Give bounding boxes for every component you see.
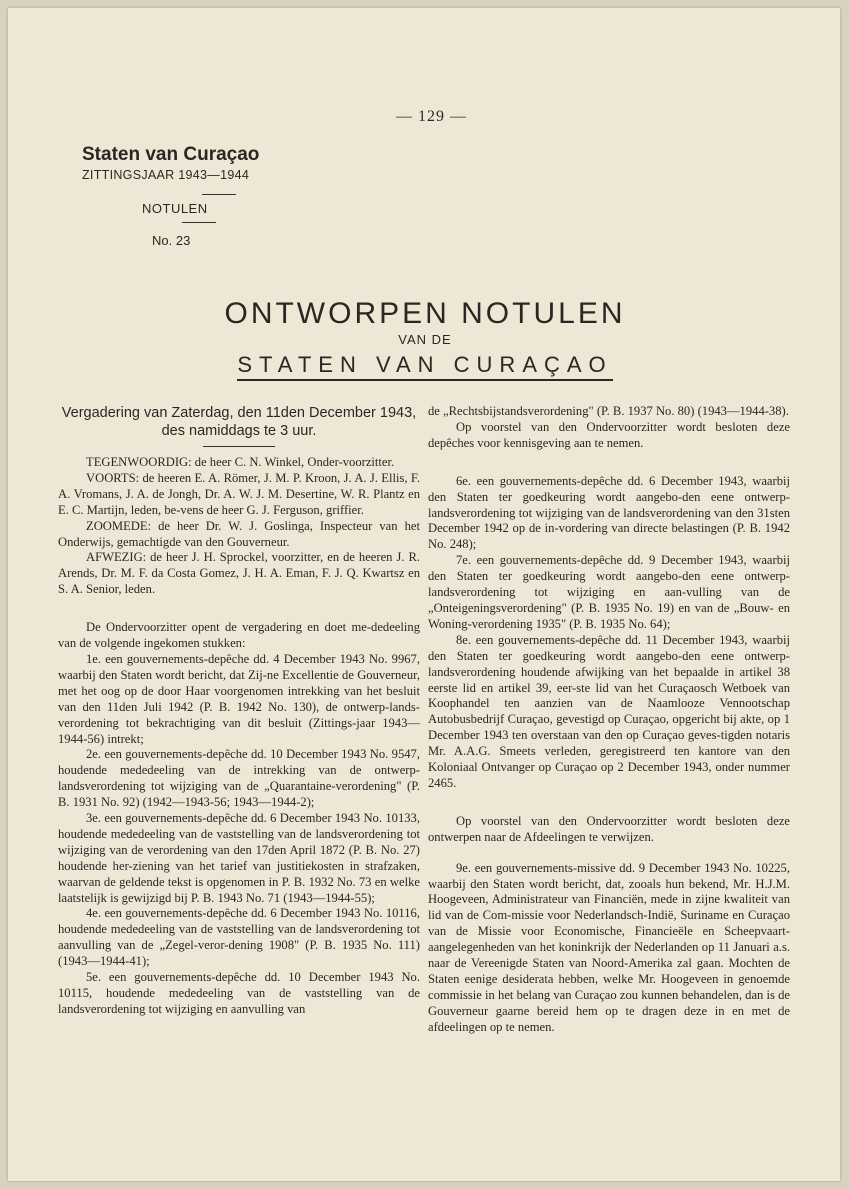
paragraph: AFWEZIG: de heer J. H. Sprockel, voorzitter, en de heeren J. R. Arends, Dr. M. F. da Costa Gomez, J. H. A. Eman, F. J. Q. Kwartsz en S. A. Senior, leden. — [58, 550, 420, 597]
title-body-text: STATEN VAN CURAÇAO — [237, 352, 612, 381]
meeting-heading: Vergadering van Zaterdag, den 11den December 1943, des namiddags te 3 uur. — [61, 405, 417, 439]
divider — [203, 446, 275, 447]
paragraph: 8e. een gouvernements-depêche dd. 11 December 1943, waarbij den Staten ter goedkeuring wordt aangebo-den eene ontwerp-landsverordening houdende afwijking van het bepaalde in artikel 38 eerste lid en artikel 39, eer-ste lid van het Curaçaosch Wetboek van Koophandel ten aanzien van de Naamlooze Vennootschap Autobusbedrijf Curaçao, gevestigd op Curaçao, opgericht bij akte, op 1 December 1943 ten overstaan van den op Curaçao geves-tigden notaris Mr. A.A.G. Smeets verleden, geregistreerd ten kantore van den Koloniaal Ontvanger op Curaçao op 2 December 1943, onder nummer 2465. — [428, 632, 790, 790]
paragraph: Op voorstel van den Ondervoorzitter wordt besloten deze depêches voor kennisgeving aan te nemen. — [428, 419, 790, 450]
paragraph: Op voorstel van den Ondervoorzitter wordt besloten deze ontwerpen naar de Afdeelingen te verwijzen. — [428, 813, 790, 844]
session-header — [82, 144, 259, 248]
main-title: ONTWORPEN NOTULEN — [224, 297, 626, 330]
page-number: — 129 — — [396, 108, 467, 125]
paragraph: 2e. een gouvernements-depêche dd. 10 December 1943 No. 9547, houdende mededeeling van de intrekking van de ontwerp-landsverordening tot wijziging van de „Quarantaine-verordening" (P. B. 1931 No. 92) (1942—1943-56; 1943—1944-2); — [58, 747, 420, 810]
paragraph: VOORTS: de heeren E. A. Römer, J. M. P. Kroon, J. A. J. Ellis, F. A. Vromans, J. A. de Jongh, Dr. A. W. J. M. Desertine, W. R. Plantz en E. C. Martijn, leden, be-vens de heer G. J. Ferguson, griffier. — [58, 470, 420, 517]
title-body — [0, 352, 850, 378]
paragraph: 5e. een gouvernements-depêche dd. 10 December 1943 No. 10115, houdende mededeeling van de vaststelling van de landsverordening tot wijziging en aanvulling van — [58, 970, 420, 1016]
paragraph: TEGENWOORDIG: de heer C. N. Winkel, Onder-voorzitter. — [86, 455, 395, 469]
paragraph: 1e. een gouvernements-depêche dd. 4 December 1943 No. 9967, waarbij den Staten wordt bericht, dat Zij-ne Excellentie de Gouverneur, met het oog op de door Haar voorgenomen intrekking van het besluit van den 11den Juli 1942 (P. B. 1942 No. 130), de ontwerp-lands-verordening tot bekrachtiging van dit besluit (Zittings-jaar 1943—1944-56) intrekt; — [58, 651, 420, 746]
staten-label: Staten van Curaçao — [82, 144, 260, 165]
paragraph: De Ondervoorzitter opent de vergadering en doet me-dedeeling van de volgende ingekomen stukken: — [58, 620, 420, 651]
paragraph: 6e. een gouvernements-depêche dd. 6 December 1943, waarbij den Staten ter goedkeuring wordt aangebo-den eene ontwerp-landsverordening tot wijziging van de landsverordening van den 31sten December 1942 op de in-vordering van directe belastingen (P. B. 1942 No. 248); — [428, 473, 790, 552]
right-column — [428, 404, 790, 1036]
paragraph: 9e. een gouvernements-missive dd. 9 December 1943 No. 10225, waarbij den Staten wordt bericht, dat, zooals hun bekend, Mr. H.J.M. Hoogeveen, Administrateur van Financiën, mede in zijne kwaliteit van lid van de Com-missie voor Nederlandsch-Indië, Suriname en Curaçao van de Missie voor Economische, Financieële en Scheepvaart-aangelegenheden van het koninkrijk der Nederlanden op 11 Januari a.s. naar de Vereenigde Staten van Noord-Amerika zal gaan. Mochten de Staten eenige desiderata hebben, welke Mr. Hoogeveen in genoemde commissie in het belang van Curaçao zou kunnen behandelen, dan is de Gouverneur gaarne bereid hem op te dragen deze in en met de afdeelingen op te nemen. — [428, 860, 790, 1034]
notulen-label: NOTULEN — [142, 201, 208, 216]
paragraph: 7e. een gouvernements-depêche dd. 9 December 1943, waarbij den Staten ter goedkeuring wordt aangebo-den eene ontwerp-landsverordening tot wijziging en aan-vulling van de „Onteigeningsverordening" (P. B. 1935 No. 19) en van de „Bouw- en Woning-verordening 1935" (P. B. 1935 No. 64); — [428, 553, 790, 631]
zittingsjaar-label: ZITTINGSJAAR 1943—1944 — [82, 168, 250, 182]
divider — [182, 222, 216, 223]
title-connector: VAN DE — [398, 332, 452, 347]
issue-number: No. 23 — [152, 233, 191, 248]
divider — [202, 194, 236, 195]
paragraph: 4e. een gouvernements-depêche dd. 6 December 1943 No. 10116, houdende mededeeling van de vaststelling van de landsverordening tot aanvulling van de „Zegel-veror-dening 1908" (P. B. 1935 No. 111) (1943—1944-41); — [58, 906, 420, 969]
left-column — [58, 404, 420, 1018]
paragraph: de „Rechtsbijstandsverordening" (P. B. 1937 No. 80) (1943—1944-38). — [428, 404, 789, 418]
paragraph: 3e. een gouvernements-depêche dd. 6 December 1943 No. 10133, houdende mededeeling van de vaststelling van de landsverordening tot wijziging van de verordening van den 17den April 1872 (P. B. No. 27) houdende her-ziening van het tarief van justitiekosten in strafzaken, waarvan de geldende tekst is opgenomen in P. B. 1932 No. 73 en welke laatstelijk is gewijzigd bij P. B. 1943 No. 71 (1943—1944-55); — [58, 811, 420, 905]
paragraph: ZOOMEDE: de heer Dr. W. J. Goslinga, Inspecteur van het Onderwijs, gemachtigde van den Gouverneur. — [58, 518, 420, 549]
